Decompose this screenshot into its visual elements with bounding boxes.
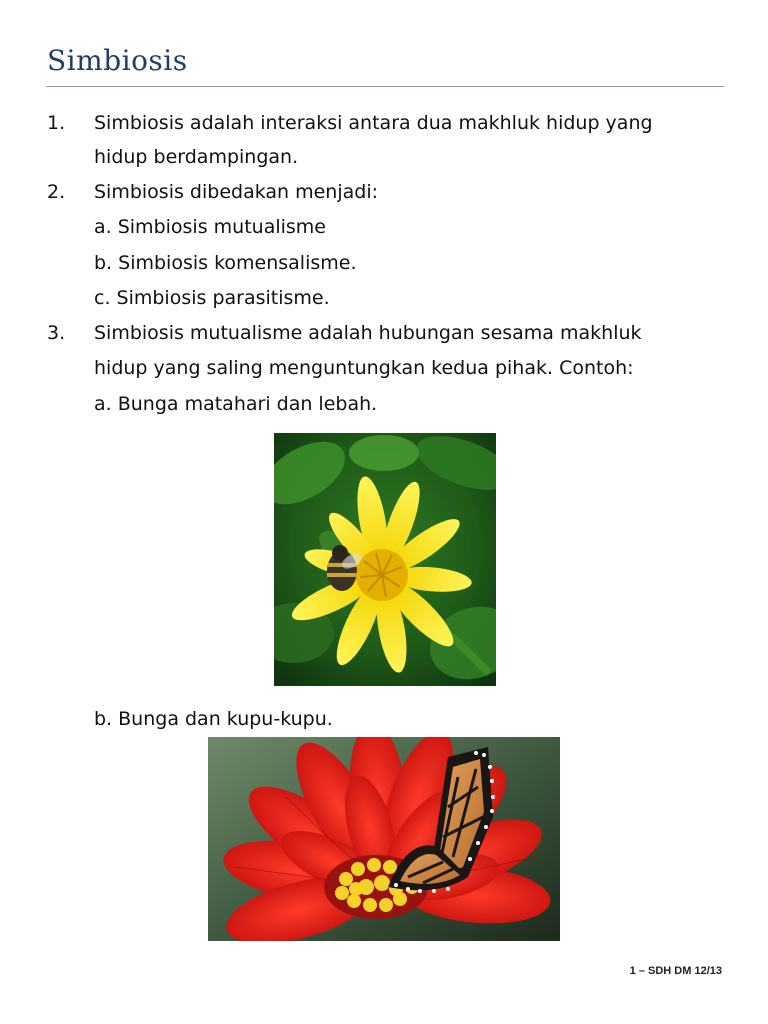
item3-line2: hidup yang saling menguntungkan kedua pihak. Contoh:	[94, 357, 634, 379]
list-number-2: 2.	[47, 181, 66, 203]
page-title: Simbiosis	[47, 44, 188, 77]
zinnia-butterfly-photo	[208, 737, 560, 941]
page-footer: 1 – SDH DM 12/13	[629, 965, 722, 977]
item3-example-a: a. Bunga matahari dan lebah.	[94, 393, 378, 415]
sunflower-bee-photo	[274, 433, 496, 686]
item2-subitem-a: a. Simbiosis mutualisme	[94, 216, 326, 238]
item2-text: Simbiosis dibedakan menjadi:	[94, 181, 379, 203]
item2-subitem-c: c. Simbiosis parasitisme.	[94, 287, 330, 309]
list-number-1: 1.	[47, 112, 66, 134]
item1-line1: Simbiosis adalah interaksi antara dua makhluk hidup yang	[94, 112, 653, 134]
list-number-3: 3.	[47, 322, 66, 344]
title-underline	[46, 86, 724, 87]
item3-example-b: b. Bunga dan kupu-kupu.	[94, 708, 333, 730]
item3-line1: Simbiosis mutualisme adalah hubungan sesama makhluk	[94, 322, 642, 344]
item1-line2: hidup berdampingan.	[94, 146, 299, 168]
item2-subitem-b: b. Simbiosis komensalisme.	[94, 252, 357, 274]
